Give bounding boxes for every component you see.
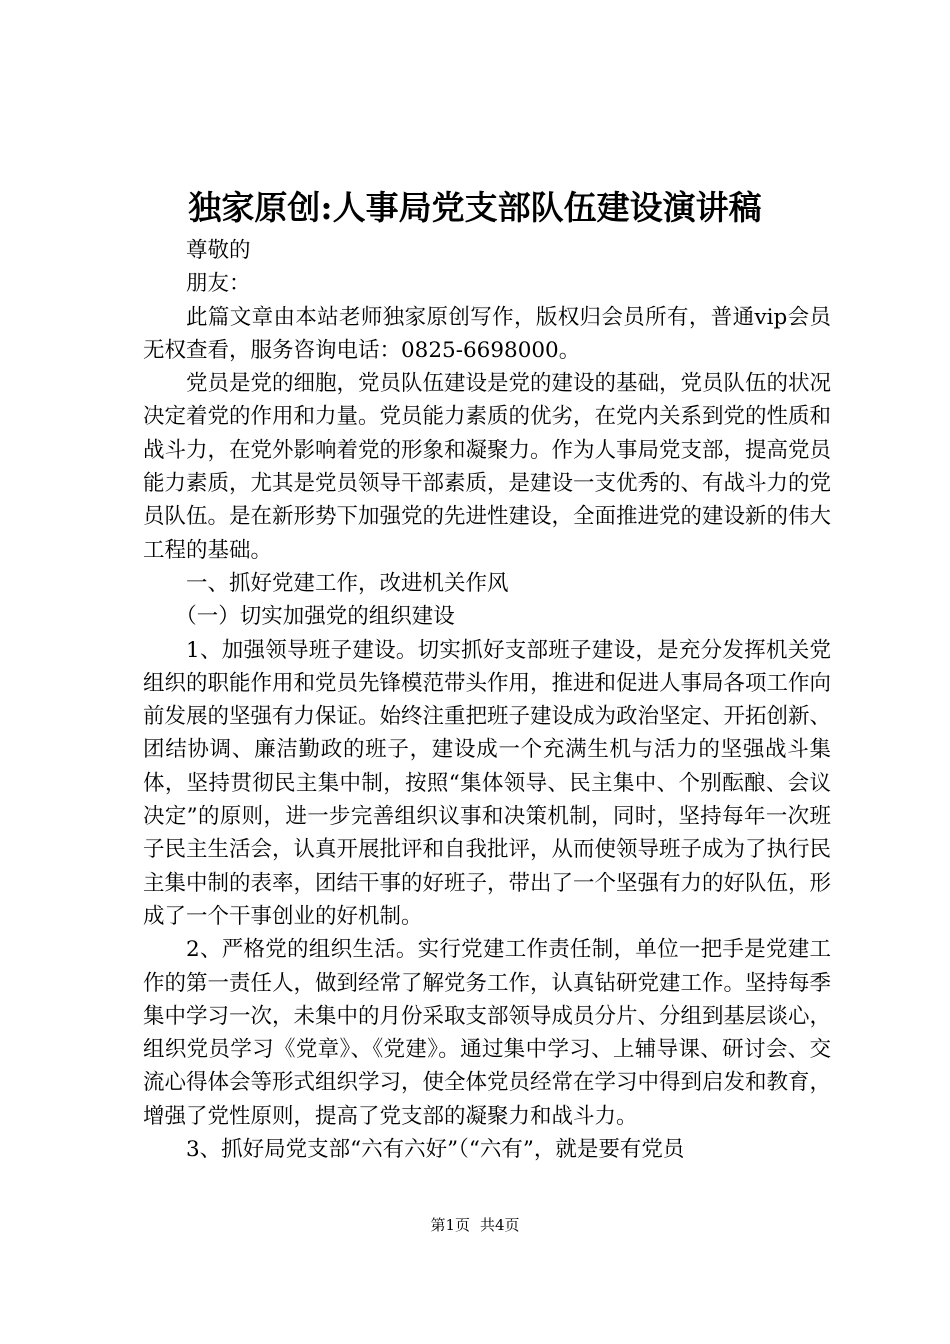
intro-paragraph: 党员是党的细胞，党员队伍建设是党的建设的基础，党员队伍的状况决定着党的作用和力量。党员能力素质的优劣，在党内关系到党的性质和战斗力，在党外影响着党的形象和凝聚力。作为人事局党支部，提高党员能力素质，尤其是党员领导干部素质，是建设一支优秀的、有战斗力的党员队伍。是在新形势下加强党的先进性建设，全面推进党的建设新的伟大工程的基础。 [143,371,832,563]
salutation-line-2: 朋友： [186,271,251,297]
salutation-line-1: 尊敬的 [186,238,251,263]
section-heading-1: 一、抓好党建工作，改进机关作风 [186,570,509,596]
body-paragraph-2: 2、严格党的组织生活。实行党建工作责任制，单位一把手是党建工作的第一责任人，做到经常了解党务工作，认真钻研党建工作。坚持每季集中学习一次，未集中的月份采取支部领导成员分片、分组到基层谈心，组织党员学习《党章》、《党建》。通过集中学习、上辅导课、研讨会、交流心得体会等形式组织学习，使全体党员经常在学习中得到启发和教育，增强了党性原则，提高了党支部的凝聚力和战斗力。 [143,937,832,1129]
body-paragraph-1: 1、加强领导班子建设。切实抓好支部班子建设，是充分发挥机关党组织的职能作用和党员先锋模范带头作用，推进和促进人事局各项工作向前发展的坚强有力保证。始终注重把班子建设成为政治坚定、开拓创新、团结协调、廉洁勤政的班子，建设成一个充满生机与活力的坚强战斗集体，坚持贯彻民主集中制，按照“集体领导、民主集中、个别酝酿、会议决定”的原则，进一步完善组织议事和决策机制，同时，坚持每年一次班子民主生活会，认真开展批评和自我批评，从而使领导班子成为了执行民主集中制的表率，团结干事的好班子，带出了一个坚强有力的好队伍，形成了一个干事创业的好机制。 [143,637,832,929]
subsection-heading-1: （一）切实加强党的组织建设 [175,604,455,630]
page-footer [0,1215,950,1235]
document-title: 独家原创:人事局党支部队伍建设演讲稿 [188,188,762,227]
document-body [143,234,831,1166]
copyright-notice-paragraph: 此篇文章由本站老师独家原创写作，版权归会员所有，普通vip会员无权查看，服务咨询电话：0825-6698000。 [143,304,831,363]
body-paragraph-3: 3、抓好局党支部“六有六好”（“六有”，就是要有党员 [186,1137,685,1163]
page-total: 共4页 [480,1216,520,1234]
page-number: 第1页 [430,1216,470,1234]
